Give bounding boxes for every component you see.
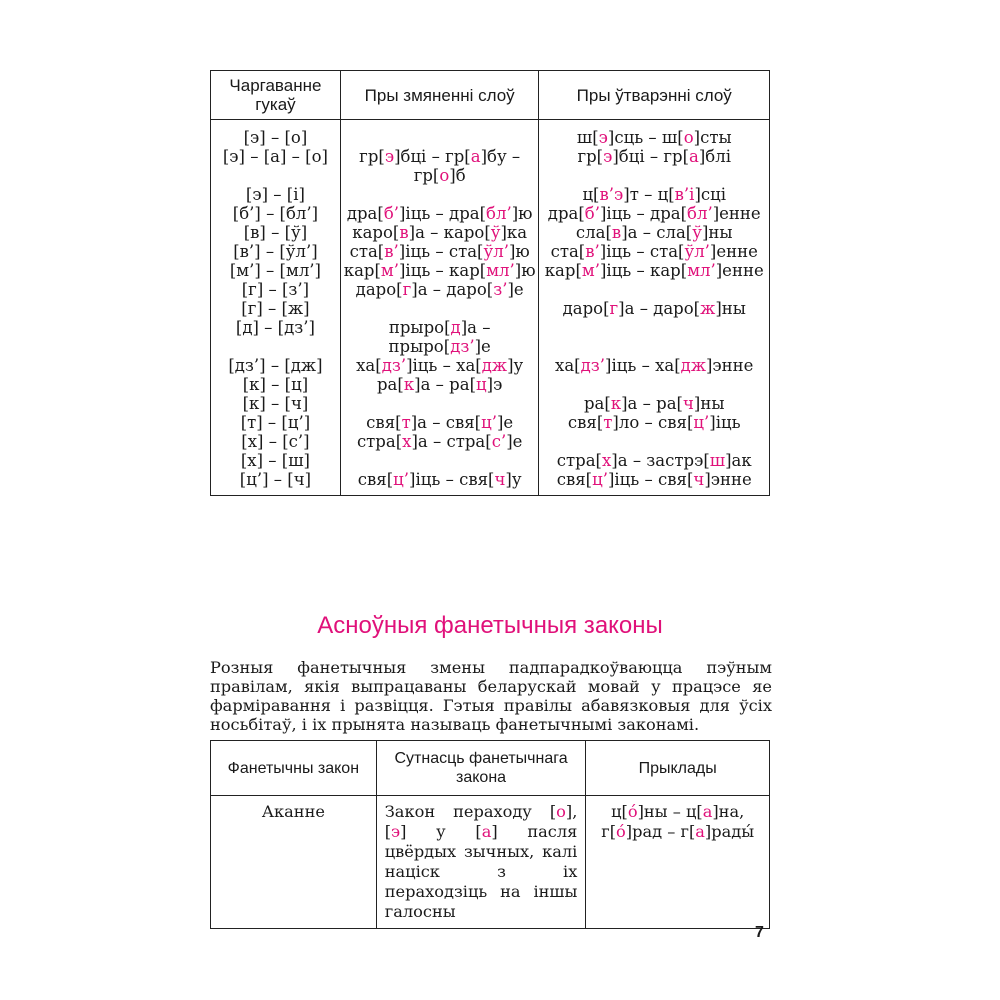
highlighted-sound: ч	[494, 470, 506, 489]
word-fragment: ]іць – свя[	[409, 470, 495, 489]
word-fragment: ]е	[474, 337, 491, 356]
highlighted-sound: э	[391, 822, 401, 841]
page-number: 7	[755, 924, 764, 941]
highlighted-sound: б’	[383, 204, 399, 223]
column-header-law: Фанетычны закон	[211, 741, 377, 796]
word-fragment: ]на,	[712, 802, 745, 821]
word-fragment: ]сці	[694, 185, 727, 204]
formation-example-cell	[539, 261, 770, 280]
table-row	[211, 394, 770, 413]
change-example-cell	[340, 318, 539, 356]
word-fragment: прыро[	[388, 318, 451, 337]
table-row	[211, 204, 770, 223]
highlighted-sound: в’	[585, 242, 600, 261]
word-fragment: даро[	[562, 299, 610, 318]
table-row	[211, 796, 770, 929]
column-header-essence: Сутнасць фанетычнага закона	[376, 741, 586, 796]
formation-example-cell	[539, 470, 770, 496]
word-fragment: ста[	[550, 242, 586, 261]
formation-example-cell	[539, 299, 770, 318]
table-row	[211, 280, 770, 299]
word-fragment: ]ны – ц[	[637, 802, 703, 821]
highlighted-sound: ж	[700, 299, 716, 318]
highlighted-sound: а	[702, 802, 713, 821]
word-fragment: ]а – ра[	[621, 394, 683, 413]
word-fragment: ]іць – ста[	[599, 242, 685, 261]
formation-example-cell	[539, 147, 770, 185]
word-fragment: ста[	[349, 242, 385, 261]
table-row	[211, 375, 770, 394]
alternation-rows	[211, 120, 770, 496]
table-row	[211, 261, 770, 280]
table-row	[211, 451, 770, 470]
formation-example-cell	[539, 394, 770, 413]
word-fragment: ]іць – ста[	[398, 242, 484, 261]
alternation-cell: [к] – [ч]	[211, 394, 341, 413]
column-header-alternation: Чаргаванне гукаў	[211, 71, 341, 120]
word-fragment: свя[	[366, 413, 402, 432]
formation-example-cell	[539, 413, 770, 432]
change-example-cell	[340, 356, 539, 375]
word-fragment: ]іць	[709, 413, 741, 432]
alternation-cell: [ц’] – [ч]	[211, 470, 341, 496]
table-header-row	[211, 71, 770, 120]
table-row	[211, 432, 770, 451]
table-row	[211, 185, 770, 204]
alternation-cell: [г] – [з’]	[211, 280, 341, 299]
law-description-cell	[376, 796, 586, 929]
alternation-cell: [б’] – [бл’]	[211, 204, 341, 223]
word-fragment: ]іць – ха[	[605, 356, 681, 375]
change-example-cell	[340, 204, 539, 223]
word-fragment: ]іць – дра[	[399, 204, 487, 223]
word-fragment: ]а – ра[	[414, 375, 477, 394]
formation-example-cell	[539, 280, 770, 299]
table-row	[211, 120, 770, 148]
word-fragment: ]е	[496, 413, 514, 432]
highlighted-sound: э	[598, 128, 608, 147]
alternation-cell: [в’] – [ўл’]	[211, 242, 341, 261]
word-fragment: ]а – даро[	[618, 299, 701, 318]
change-example-cell	[340, 299, 539, 318]
formation-example-cell	[539, 375, 770, 394]
highlighted-sound: д	[450, 318, 461, 337]
word-fragment: ]сць – ш[	[607, 128, 684, 147]
word-fragment: дра[	[547, 204, 585, 223]
word-fragment: ]ю	[508, 242, 530, 261]
change-example-cell	[340, 242, 539, 261]
formation-example-cell	[539, 318, 770, 356]
word-fragment: ]э	[486, 375, 503, 394]
section-title: Асноўныя фанетычныя законы	[317, 612, 663, 639]
word-fragment: ] у [	[400, 822, 482, 841]
word-fragment: ]ка	[500, 223, 528, 242]
change-example-cell	[340, 185, 539, 204]
word-fragment: кар[	[544, 261, 582, 280]
highlighted-sound: к	[610, 394, 622, 413]
highlighted-sound: м’	[581, 261, 600, 280]
table-row	[211, 299, 770, 318]
word-fragment: ]т – ц[	[623, 185, 675, 204]
highlighted-sound: о́	[616, 822, 626, 841]
highlighted-sound: т	[603, 413, 613, 432]
word-fragment: ]енне	[709, 242, 758, 261]
law-examples-cell	[586, 796, 770, 929]
highlighted-sound: дж	[680, 356, 706, 375]
change-example-cell	[340, 261, 539, 280]
word-fragment: ]а – сла[	[621, 223, 693, 242]
table-header-row	[211, 741, 770, 796]
highlighted-sound: х	[402, 432, 412, 451]
highlighted-sound: мл’	[687, 261, 716, 280]
highlighted-sound: ч	[693, 470, 705, 489]
word-fragment: ]а – даро[	[411, 280, 494, 299]
word-fragment: свя[	[357, 470, 394, 489]
column-header-examples: Прыклады	[586, 741, 770, 796]
change-example-cell	[340, 394, 539, 413]
formation-example-cell	[539, 223, 770, 242]
law-rows	[211, 796, 770, 929]
change-example-cell	[340, 147, 539, 185]
word-fragment: ] пасля цвёрдых зычных, калі націск з іх пераходзіць на іншы галосны	[384, 822, 578, 921]
alternation-cell: [к] – [ц]	[211, 375, 341, 394]
word-fragment: стра[	[356, 432, 403, 451]
word-fragment: ]іць – ха[	[406, 356, 482, 375]
highlighted-sound: о	[556, 802, 566, 821]
word-fragment: ]а – стра[	[411, 432, 492, 451]
word-fragment: ]бці – гр[	[394, 147, 471, 166]
alternation-cell: [э] – [а] – [о]	[211, 147, 341, 185]
highlighted-sound: а	[481, 822, 492, 841]
word-fragment: ], [	[384, 802, 578, 841]
word-fragment: ]блі	[698, 147, 731, 166]
highlighted-sound: ц	[476, 375, 487, 394]
word-fragment: ]е	[506, 432, 523, 451]
highlighted-sound: мл’	[486, 261, 515, 280]
highlighted-sound: в’	[384, 242, 399, 261]
alternation-cell: [э] – [о]	[211, 120, 341, 148]
formation-example-cell	[539, 451, 770, 470]
formation-example-cell	[539, 120, 770, 148]
highlighted-sound: ц’	[592, 470, 608, 489]
word-fragment: ]б	[449, 166, 466, 185]
word-fragment: ]а – прыро[	[388, 318, 491, 356]
formation-example-cell	[539, 242, 770, 261]
word-fragment: ]ло – свя[	[612, 413, 694, 432]
alternation-cell: [м’] – [мл’]	[211, 261, 341, 280]
highlighted-sound: к	[403, 375, 415, 394]
word-fragment: ]энне	[704, 470, 752, 489]
highlighted-sound: а	[470, 147, 481, 166]
word-fragment: ха[	[555, 356, 581, 375]
highlighted-sound: о	[439, 166, 450, 185]
highlighted-sound: о	[683, 128, 694, 147]
word-fragment: свя[	[567, 413, 604, 432]
highlighted-sound: м’	[380, 261, 399, 280]
alternation-cell: [х] – [ш]	[211, 451, 341, 470]
phonetic-laws-table	[210, 740, 770, 929]
highlighted-sound: э	[384, 147, 395, 166]
highlighted-sound: дз’	[381, 356, 407, 375]
table-row	[211, 413, 770, 432]
highlighted-sound: с’	[491, 432, 507, 451]
word-fragment: ш[	[576, 128, 599, 147]
highlighted-sound: ш	[709, 451, 726, 470]
alternation-cell: [э] – [і]	[211, 185, 341, 204]
word-fragment: ]сты	[693, 128, 732, 147]
highlighted-sound: а	[695, 822, 705, 841]
word-fragment: ]ак	[725, 451, 752, 470]
word-fragment: сла[	[575, 223, 612, 242]
word-fragment: даро[	[355, 280, 403, 299]
highlighted-sound: з’	[493, 280, 508, 299]
word-fragment: ]ю	[514, 261, 536, 280]
word-fragment: ]рад – г[	[625, 822, 696, 841]
word-fragment: ]у	[507, 356, 524, 375]
word-fragment: ]іць – кар[	[399, 261, 487, 280]
word-fragment: каро[	[352, 223, 400, 242]
highlighted-sound: г	[609, 299, 619, 318]
column-header-formation: Пры ўтварэнні слоў	[539, 71, 770, 120]
word-fragment: ]іць – кар[	[599, 261, 688, 280]
change-example-cell	[340, 120, 539, 148]
alternation-cell: [т] – [ц’]	[211, 413, 341, 432]
highlighted-sound: а	[689, 147, 699, 166]
highlighted-sound: дз’	[580, 356, 606, 375]
highlighted-sound: дз’	[450, 337, 475, 356]
highlighted-sound: ц’	[481, 413, 497, 432]
word-fragment: ц[	[582, 185, 600, 204]
table-row	[211, 356, 770, 375]
alternation-cell: [х] – [с’]	[211, 432, 341, 451]
word-fragment: ]рады́	[704, 822, 755, 841]
highlighted-sound: дж	[481, 356, 508, 375]
highlighted-sound: х	[601, 451, 612, 470]
change-example-cell	[340, 223, 539, 242]
alternation-cell: [д] – [дз’]	[211, 318, 341, 356]
word-fragment: ]бці – гр[	[612, 147, 690, 166]
word-fragment: ]а – каро[	[408, 223, 491, 242]
word-fragment: ]іць – дра[	[599, 204, 688, 223]
table-row	[211, 242, 770, 261]
highlighted-sound: т	[401, 413, 411, 432]
highlighted-sound: ўл’	[483, 242, 509, 261]
highlighted-sound: бл’	[486, 204, 512, 223]
alternation-cell: [г] – [ж]	[211, 299, 341, 318]
law-name-cell: Аканне	[211, 796, 377, 929]
table-row	[211, 470, 770, 496]
table-row	[211, 147, 770, 185]
word-fragment: г[	[601, 822, 617, 841]
word-fragment: гр[	[359, 147, 385, 166]
word-fragment: ]а – свя[	[410, 413, 482, 432]
highlighted-sound: ў	[692, 223, 702, 242]
highlighted-sound: о́	[627, 802, 638, 821]
sound-alternation-table	[210, 70, 770, 496]
highlighted-sound: бл’	[687, 204, 713, 223]
word-fragment: свя[	[556, 470, 593, 489]
word-fragment: ра[	[377, 375, 404, 394]
formation-example-cell	[539, 432, 770, 451]
word-fragment: ]ны	[693, 394, 725, 413]
word-fragment: ]енне	[712, 204, 761, 223]
word-fragment: стра[	[556, 451, 602, 470]
highlighted-sound: б’	[584, 204, 600, 223]
word-fragment: ]енне	[715, 261, 764, 280]
word-fragment: ]ю	[511, 204, 533, 223]
highlighted-sound: ў	[490, 223, 501, 242]
word-fragment: ра[	[583, 394, 611, 413]
highlighted-sound: в’э	[599, 185, 624, 204]
highlighted-sound: ч	[682, 394, 694, 413]
formation-example-cell	[539, 356, 770, 375]
intro-paragraph: Розныя фанетычныя змены падпарадкоўваюцца пэўным правілам, якія выпрацаваны беларускай мовай у працэсе яе фарміравання і развіцця. Гэтыя правілы абавязковыя для ўсіх носьбітаў, і іх прынята называць фанетычнымі законамі.	[210, 658, 772, 734]
formation-example-cell	[539, 204, 770, 223]
formation-example-cell	[539, 185, 770, 204]
word-fragment: кар[	[343, 261, 381, 280]
change-example-cell	[340, 413, 539, 432]
word-fragment: ]у	[505, 470, 522, 489]
column-header-change: Пры змяненні слоў	[340, 71, 539, 120]
word-fragment: ]бу –	[480, 147, 521, 166]
highlighted-sound: г	[402, 280, 412, 299]
word-fragment: ]ны	[701, 223, 733, 242]
highlighted-sound: э	[603, 147, 613, 166]
change-example-cell	[340, 280, 539, 299]
change-example-cell	[340, 432, 539, 451]
table-row	[211, 318, 770, 356]
word-fragment: ]энне	[706, 356, 754, 375]
change-example-cell	[340, 470, 539, 496]
table-row	[211, 223, 770, 242]
highlighted-sound: ц’	[693, 413, 710, 432]
word-fragment: ]іць – свя[	[607, 470, 694, 489]
word-fragment: ц[	[611, 802, 628, 821]
alternation-cell: [в] – [ў]	[211, 223, 341, 242]
word-fragment: дра[	[346, 204, 384, 223]
highlighted-sound: в	[399, 223, 409, 242]
word-fragment: Закон пераходу [	[384, 802, 557, 821]
word-fragment: гр[	[577, 147, 604, 166]
highlighted-sound: ўл’	[684, 242, 710, 261]
word-fragment: ]ны	[715, 299, 746, 318]
highlighted-sound: в	[611, 223, 622, 242]
highlighted-sound: ц’	[393, 470, 410, 489]
word-fragment: ]е	[507, 280, 524, 299]
change-example-cell	[340, 451, 539, 470]
word-fragment: ха[	[356, 356, 382, 375]
highlighted-sound: в’і	[674, 185, 695, 204]
word-fragment: ]а – застрэ[	[611, 451, 710, 470]
alternation-cell: [дз’] – [дж]	[211, 356, 341, 375]
word-fragment: гр[	[413, 166, 440, 185]
change-example-cell	[340, 375, 539, 394]
